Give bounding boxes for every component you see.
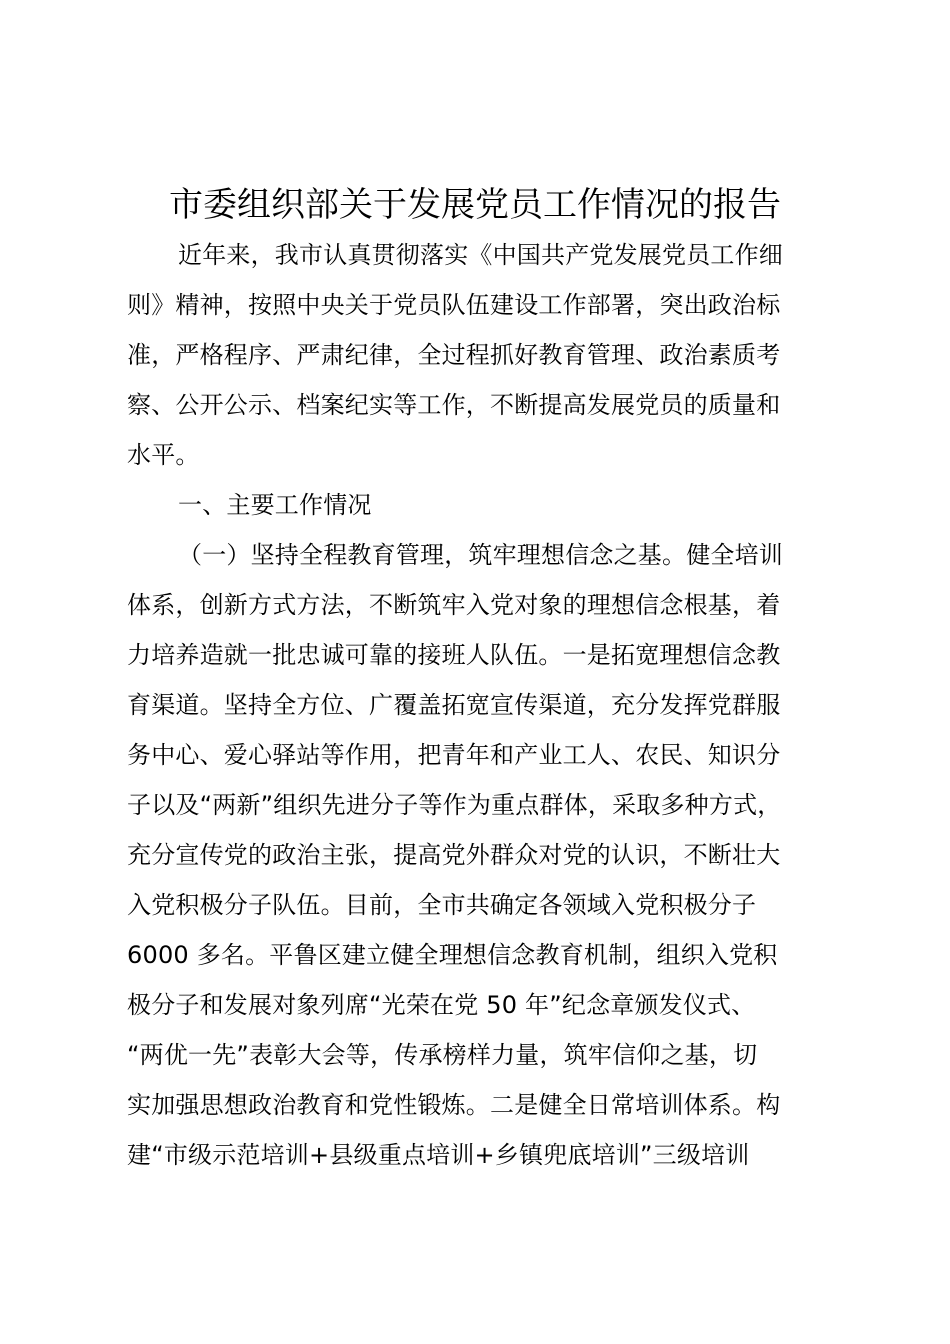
paragraph-line: 体系，创新方式方法，不断筑牢入党对象的理想信念根基，着 — [127, 591, 781, 619]
section-heading: 一、主要工作情况 — [178, 491, 372, 519]
paragraph-line: 子以及“两新”组织先进分子等作为重点群体，采取多种方式， — [127, 791, 782, 819]
document-title: 市委组织部关于发展党员工作情况的报告 — [169, 185, 781, 225]
paragraph-line: 察、公开公示、档案纪实等工作，不断提高发展党员的质量和 — [127, 391, 781, 419]
paragraph-line: “两优一先”表彰大会等，传承榜样力量，筑牢信仰之基，切 — [127, 1041, 758, 1069]
paragraph-line: 入党积极分子队伍。目前，全市共确定各领域入党积极分子 — [127, 891, 757, 919]
paragraph-line: 水平。 — [127, 441, 200, 469]
paragraph-line: 充分宣传党的政治主张，提高党外群众对党的认识，不断壮大 — [127, 841, 781, 869]
paragraph-line: 则》精神，按照中央关于党员队伍建设工作部署，突出政治标 — [127, 291, 781, 319]
paragraph-line: 力培养造就一批忠诚可靠的接班人队伍。一是拓宽理想信念教 — [127, 641, 781, 669]
paragraph-line: 育渠道。坚持全方位、广覆盖拓宽宣传渠道，充分发挥党群服 — [127, 691, 781, 719]
paragraph-line: （一）坚持全程教育管理，筑牢理想信念之基。健全培训 — [178, 541, 783, 569]
paragraph-line: 建“市级示范培训+县级重点培训+乡镇兜底培训”三级培训 — [127, 1141, 750, 1169]
paragraph-line: 实加强思想政治教育和党性锻炼。二是健全日常培训体系。构 — [127, 1091, 781, 1119]
paragraph-line: 6000 多名。平鲁区建立健全理想信念教育机制，组织入党积 — [127, 941, 778, 969]
paragraph-line: 务中心、爱心驿站等作用，把青年和产业工人、农民、知识分 — [127, 741, 781, 769]
paragraph-line: 准，严格程序、严肃纪律，全过程抓好教育管理、政治素质考 — [127, 341, 781, 369]
paragraph-line: 极分子和发展对象列席“光荣在党 50 年”纪念章颁发仪式、 — [127, 991, 756, 1019]
paragraph-line: 近年来，我市认真贯彻落实《中国共产党发展党员工作细 — [178, 241, 783, 269]
